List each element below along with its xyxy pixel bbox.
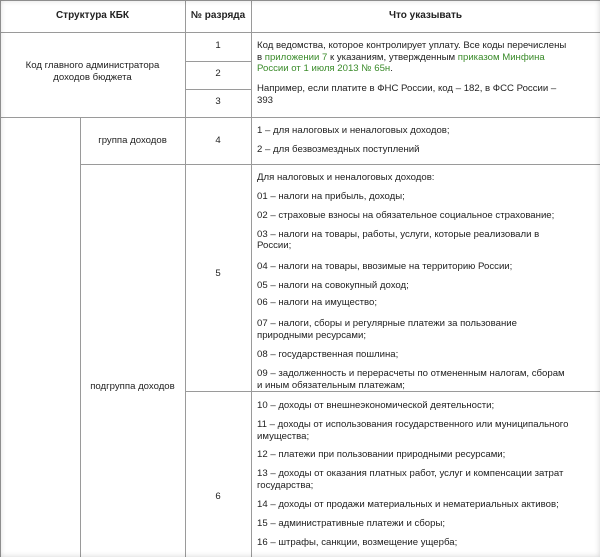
subgroup-line: государства; [257,480,314,491]
digit-6: 6 [215,491,221,502]
admin-label-line2: доходов бюджета [53,71,132,83]
col-divider-2 [251,0,252,557]
subgroup-line: 01 – налоги на прибыль, доходы; [257,191,405,202]
subgroup-line: 13 – доходы от оказания платных работ, услуг и компенсации затрат [257,468,564,479]
header-digit-number: № разряда [190,10,246,21]
subgroup-intro: Для налоговых и неналоговых доходов: [257,172,435,183]
table-border-left [0,0,1,557]
digit-5: 5 [215,268,221,279]
admin-desc-line1: Код ведомства, которое контролирует уплату. Все коды перечислены [257,40,567,51]
admin-desc-mid: к указаниям, утвержденным [327,51,458,63]
admin-example [257,83,556,106]
subgroup-line: 11 – доходы от использования государственного или муниципального [257,419,569,430]
admin-example-line2: 393 [257,94,274,106]
subgroup-line: 16 – штрафы, санкции, возмещение ущерба; [257,537,458,548]
subgroup-line: 09 – задолженность и перерасчеты по отмененным налогам, сборам [257,368,565,379]
subgroup-line: имущества; [257,431,310,442]
row-separator-group [80,164,600,165]
subgroup-line: России; [257,240,292,251]
header-what-to-specify: Что указывать [388,10,463,21]
digit-2: 2 [215,68,221,79]
header-separator [0,32,600,33]
link-appendix-7[interactable]: приложении 7 [264,51,328,63]
subgroup-line: и иным обязательным платежам; [257,380,405,391]
subgroup-line: 15 – административные платежи и сборы; [257,518,446,529]
subgroup-line: 03 – налоги на товары, работы, услуги, которые реализовали в [257,229,540,240]
row-separator-admin [0,117,600,118]
admin-example-line1: Например, если платите в ФНС России, код – 182, в ФСС России – [257,83,557,94]
header-structure: Структура КБК [55,10,130,21]
subgroup-line: 04 – налоги на товары, ввозимые на территорию России; [257,261,513,272]
link-minfin-order-date[interactable]: России от 1 июля 2013 № 65н [257,63,391,75]
link-minfin-order[interactable]: приказом Минфина [457,51,545,63]
subgroup-line: 07 – налоги, сборы и регулярные платежи за пользование [257,318,517,329]
digit-separator-2-3 [185,89,251,90]
subgroup-line: 08 – государственная пошлина; [257,349,399,360]
admin-description [257,40,566,75]
group-label: группа доходов [98,135,167,146]
subgroup-label: подгруппа доходов [90,381,175,392]
admin-desc-prefix: в [257,51,265,63]
digit-3: 3 [215,96,221,107]
subgroup-line: 10 – доходы от внешнеэкономической деятельности; [257,400,495,411]
admin-desc-suffix: . [390,63,393,75]
digit-1: 1 [215,40,221,51]
subgroup-line: 05 – налоги на совокупный доход; [257,280,409,291]
subgroup-line: 02 – страховые взносы на обязательное социальное страхование; [257,210,555,221]
admin-label [0,60,185,83]
group-item-2: 2 – для безвозмездных поступлений [257,144,420,155]
col-divider-label [80,117,81,557]
subgroup-line: 06 – налоги на имущество; [257,297,377,308]
subgroup-line: природными ресурсами; [257,330,367,341]
subgroup-line: 14 – доходы от продажи материальных и нематериальных активов; [257,499,559,510]
subgroup-line: 12 – платежи при пользовании природными ресурсами; [257,449,506,460]
admin-label-line1: Код главного администратора [25,60,160,71]
digit-4: 4 [215,135,221,146]
group-item-1: 1 – для налоговых и неналоговых доходов; [257,125,450,136]
digit-separator-1-2 [185,61,251,62]
table-border-top [0,0,600,1]
